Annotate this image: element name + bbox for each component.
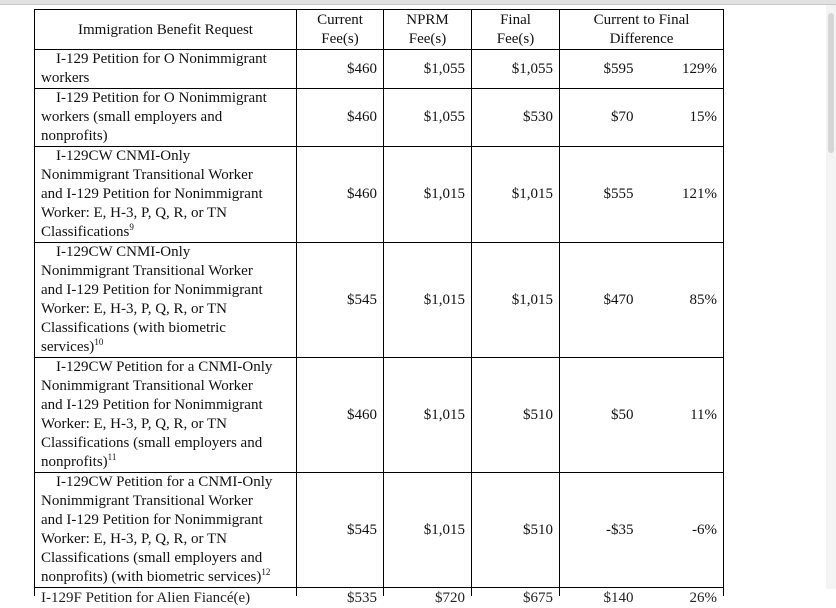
nprm-fee-cell: $1,015: [384, 358, 472, 473]
benefit-request-line: I-129 Petition for O Nonimmigrant: [56, 90, 267, 106]
final-fee-cell: [472, 588, 560, 606]
header-current-fee: Current Fee(s): [297, 10, 384, 50]
current-fee-cell: [297, 588, 384, 606]
benefit-request-line: I-129CW CNMI-Only: [56, 148, 191, 164]
benefit-request-cell: [35, 147, 297, 243]
benefit-request-line: services): [41, 339, 95, 355]
benefit-request-line: and I-129 Petition for Nonimmigrant: [41, 282, 263, 298]
benefit-request-cell: [35, 588, 297, 606]
table-row: [35, 243, 724, 358]
nprm-fee-cell: [384, 588, 472, 606]
table-row: [35, 50, 724, 89]
difference-percent-cell: 11%: [640, 358, 724, 473]
benefit-request-line: nonprofits): [41, 128, 108, 144]
benefit-request-line: I-129CW Petition for a CNMI-Only: [56, 359, 273, 375]
benefit-request-line: and I-129 Petition for Nonimmigrant: [41, 186, 263, 202]
benefit-request-cell: [35, 243, 297, 358]
benefit-request-line: Nonimmigrant Transitional Worker: [41, 167, 253, 183]
current-fee-cell: $460: [297, 89, 384, 147]
cut-off-text: $675: [523, 590, 553, 606]
cut-off-text: $140: [603, 590, 634, 606]
nprm-fee-cell: $1,055: [384, 89, 472, 147]
difference-percent-cell: 85%: [640, 243, 724, 358]
difference-percent-cell: 121%: [640, 147, 724, 243]
cut-off-text: $720: [435, 590, 465, 606]
benefit-request-line: I-129 Petition for O Nonimmigrant: [56, 51, 267, 67]
cut-off-text: 26%: [689, 590, 718, 606]
final-fee-cell: $510: [472, 473, 560, 588]
benefit-request-cell: [35, 89, 297, 147]
benefit-request-line: and I-129 Petition for Nonimmigrant: [41, 512, 263, 528]
benefit-request-line: workers (small employers and: [41, 109, 223, 125]
benefit-request-line: nonprofits): [41, 454, 108, 470]
benefit-request-line: Worker: E, H-3, P, Q, R, or TN: [41, 205, 227, 221]
benefit-request-line: Worker: E, H-3, P, Q, R, or TN: [41, 531, 227, 547]
benefit-request-line: I-129CW CNMI-Only: [56, 244, 191, 260]
current-fee-cell: $460: [297, 358, 384, 473]
difference-percent-cell: 15%: [640, 89, 724, 147]
benefit-request-line: Nonimmigrant Transitional Worker: [41, 493, 253, 509]
current-fee-cell: $460: [297, 50, 384, 89]
table-row: [35, 358, 724, 473]
benefit-request-line: Classifications (small employers and: [41, 435, 263, 451]
header-benefit-request: Immigration Benefit Request: [35, 10, 297, 50]
final-fee-cell: $1,055: [472, 50, 560, 89]
final-fee-cell: $530: [472, 89, 560, 147]
footnote-marker: 9: [129, 222, 134, 232]
difference-amount-cell: -$35: [560, 473, 640, 588]
current-fee-cell: $545: [297, 473, 384, 588]
benefit-request-cell: [35, 358, 297, 473]
benefit-request-cell: [35, 473, 297, 588]
difference-amount-cell: $595: [560, 50, 640, 89]
cut-off-text: $535: [347, 590, 377, 606]
footnote-marker: 10: [94, 337, 104, 347]
difference-percent-cell: 129%: [640, 50, 724, 89]
header-current-to-final-difference: Current to Final Difference: [560, 10, 724, 50]
final-fee-cell: $510: [472, 358, 560, 473]
nprm-fee-cell: $1,055: [384, 50, 472, 89]
final-fee-cell: $1,015: [472, 147, 560, 243]
benefit-request-line: Worker: E, H-3, P, Q, R, or TN: [41, 416, 227, 432]
benefit-request-line: workers: [41, 70, 90, 86]
difference-percent-cell: -6%: [640, 473, 724, 588]
header-final-fee: Final Fee(s): [472, 10, 560, 50]
benefit-request-line: Worker: E, H-3, P, Q, R, or TN: [41, 301, 227, 317]
benefit-request-cell: [35, 50, 297, 89]
final-fee-cell: $1,015: [472, 243, 560, 358]
benefit-request-line: Nonimmigrant Transitional Worker: [41, 378, 253, 394]
benefit-request-line: I-129CW Petition for a CNMI-Only: [56, 474, 273, 490]
fee-comparison-table: [34, 9, 724, 606]
footnote-marker: 11: [107, 452, 117, 462]
benefit-request-line: Nonimmigrant Transitional Worker: [41, 263, 253, 279]
difference-amount-cell: $470: [560, 243, 640, 358]
header-row: [35, 10, 724, 50]
difference-amount-cell: $70: [560, 89, 640, 147]
difference-percent-cell: [640, 588, 724, 606]
benefit-request-line: and I-129 Petition for Nonimmigrant: [41, 397, 263, 413]
table-row-partial: [35, 588, 724, 597]
current-fee-cell: $460: [297, 147, 384, 243]
benefit-request-line: nonprofits) (with biometric services): [41, 569, 262, 585]
benefit-request-line: Classifications (with biometric: [41, 320, 226, 336]
benefit-request-line: Classifications: [41, 224, 130, 240]
cut-off-text: I-129F Petition for Alien Fiancé(e): [41, 590, 251, 606]
table-row: [35, 473, 724, 588]
difference-amount-cell: $50: [560, 358, 640, 473]
difference-amount-cell: [560, 588, 640, 606]
nprm-fee-cell: $1,015: [384, 147, 472, 243]
table-body: [35, 50, 724, 606]
current-fee-cell: $545: [297, 243, 384, 358]
difference-amount-cell: $555: [560, 147, 640, 243]
header-nprm-fee: NPRM Fee(s): [384, 10, 472, 50]
nprm-fee-cell: $1,015: [384, 243, 472, 358]
benefit-request-line: Classifications (small employers and: [41, 550, 263, 566]
table-row: [35, 89, 724, 147]
nprm-fee-cell: $1,015: [384, 473, 472, 588]
table-row: [35, 147, 724, 243]
footnote-marker: 12: [261, 567, 271, 577]
